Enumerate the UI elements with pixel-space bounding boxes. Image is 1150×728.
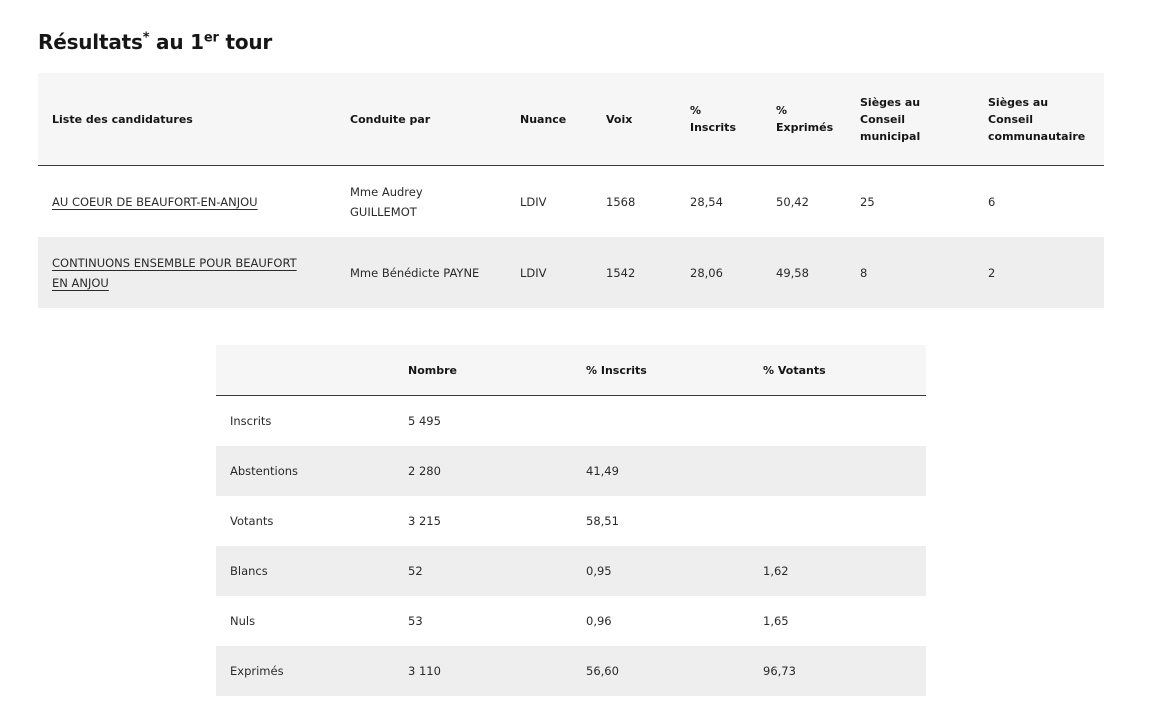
participation-number: 2 280 (394, 446, 572, 496)
participation-header-label (216, 345, 394, 396)
participation-header-pct-voters: % Votants (749, 345, 926, 396)
candidate-pct-expressed: 49,58 (762, 237, 846, 308)
participation-pct-registered: 0,96 (572, 596, 749, 646)
participation-number: 52 (394, 546, 572, 596)
participation-row (216, 546, 926, 596)
candidate-row (38, 237, 1104, 308)
candidate-seats-community: 2 (974, 237, 1104, 308)
participation-label: Votants (216, 496, 394, 546)
participation-number: 3 110 (394, 646, 572, 696)
results-title: Résultats* au 1er tour (38, 30, 273, 54)
header-seats-community: Sièges au Conseil communautaire (974, 73, 1104, 166)
participation-pct-voters: 96,73 (749, 646, 926, 696)
candidate-nuance: LDIV (506, 166, 592, 238)
participation-pct-registered (572, 396, 749, 447)
title-asterisk: * (142, 30, 150, 46)
candidate-list-link[interactable]: CONTINUONS ENSEMBLE POUR BEAUFORT EN ANJOU (52, 255, 297, 290)
participation-pct-voters (749, 396, 926, 447)
header-pct-registered: % Inscrits (676, 73, 762, 166)
candidate-row (38, 166, 1104, 238)
title-ordinal-superscript: er (203, 30, 219, 46)
candidate-seats-council: 8 (846, 237, 974, 308)
candidate-seats-council: 25 (846, 166, 974, 238)
candidates-header-row (38, 73, 1104, 166)
participation-row (216, 396, 926, 447)
participation-pct-registered: 56,60 (572, 646, 749, 696)
participation-pct-voters (749, 446, 926, 496)
participation-row (216, 646, 926, 696)
participation-number: 5 495 (394, 396, 572, 447)
candidate-pct-expressed: 50,42 (762, 166, 846, 238)
candidate-pct-registered: 28,54 (676, 166, 762, 238)
participation-label: Inscrits (216, 396, 394, 447)
header-pct-expressed: % Exprimés (762, 73, 846, 166)
header-seats-council: Sièges au Conseil municipal (846, 73, 974, 166)
participation-row (216, 496, 926, 546)
participation-label: Blancs (216, 546, 394, 596)
participation-pct-voters (749, 496, 926, 546)
candidate-list-link[interactable]: AU COEUR DE BEAUFORT-EN-ANJOU (52, 194, 258, 209)
candidate-led-by: Mme Audrey GUILLEMOT (336, 166, 506, 238)
candidate-pct-registered: 28,06 (676, 237, 762, 308)
participation-pct-registered: 0,95 (572, 546, 749, 596)
header-votes: Voix (592, 73, 676, 166)
participation-label: Nuls (216, 596, 394, 646)
participation-pct-registered: 41,49 (572, 446, 749, 496)
participation-row (216, 446, 926, 496)
participation-pct-voters: 1,65 (749, 596, 926, 646)
header-list: Liste des candidatures (38, 73, 336, 166)
candidate-list-cell (38, 166, 336, 238)
participation-table (216, 345, 926, 696)
candidate-seats-community: 6 (974, 166, 1104, 238)
participation-number: 53 (394, 596, 572, 646)
candidate-votes: 1568 (592, 166, 676, 238)
participation-number: 3 215 (394, 496, 572, 546)
participation-row (216, 596, 926, 646)
header-led-by: Conduite par (336, 73, 506, 166)
candidate-nuance: LDIV (506, 237, 592, 308)
participation-label: Exprimés (216, 646, 394, 696)
candidate-led-by: Mme Bénédicte PAYNE (336, 237, 506, 308)
participation-header-row (216, 345, 926, 396)
participation-header-pct-registered: % Inscrits (572, 345, 749, 396)
participation-pct-registered: 58,51 (572, 496, 749, 546)
candidates-table (38, 73, 1104, 308)
header-nuance: Nuance (506, 73, 592, 166)
participation-label: Abstentions (216, 446, 394, 496)
candidate-votes: 1542 (592, 237, 676, 308)
participation-header-number: Nombre (394, 345, 572, 396)
participation-pct-voters: 1,62 (749, 546, 926, 596)
candidate-list-cell (38, 237, 336, 308)
